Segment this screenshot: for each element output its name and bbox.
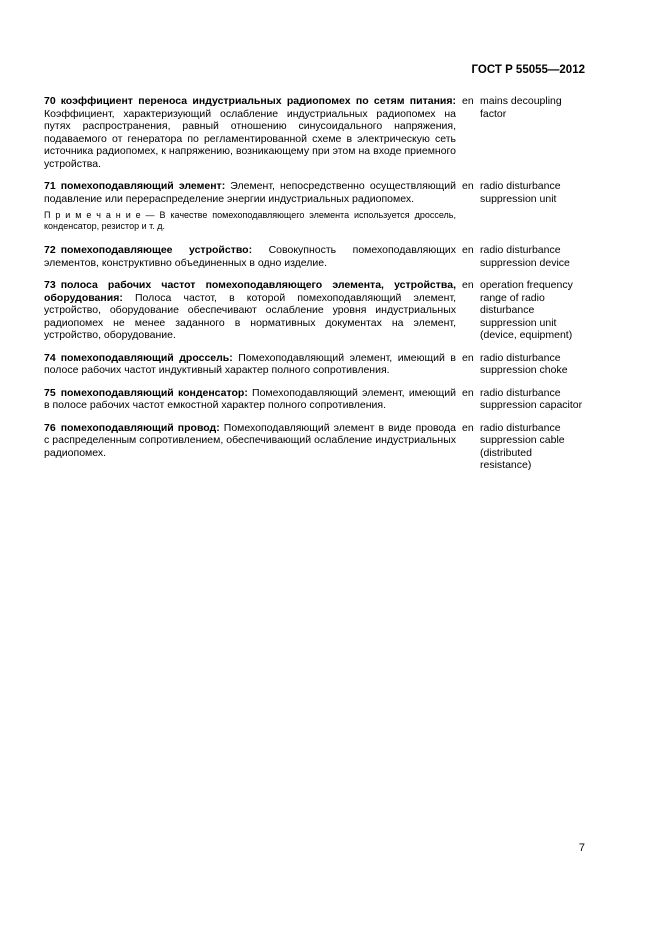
term-text-block (44, 95, 456, 170)
term-text-block (44, 422, 456, 460)
term-translation: radio disturbance suppression unit (480, 180, 561, 205)
language-tag: en (462, 351, 474, 364)
term-translation: operation frequency range of radio disturbance suppression unit (device, equipment) (480, 279, 573, 341)
language-tag: en (462, 244, 474, 256)
term-number: 72 (44, 244, 56, 256)
term-text-block (44, 244, 456, 269)
term-name: помехоподавляющий провод: (60, 421, 220, 434)
term-name: помехоподавляющий конденсатор: (60, 386, 248, 399)
term-text-block (44, 180, 456, 234)
terms-section (44, 95, 585, 482)
term-number: 71 (44, 180, 56, 192)
page-number: 7 (578, 842, 585, 854)
term-entry (44, 387, 585, 412)
term-name: помехоподавляющий дроссель: (60, 351, 233, 364)
term-name: коэффициент переноса индустриальных радиопомех по сетям питания: (60, 95, 456, 107)
term-name: помехоподавляющий элемент: (60, 180, 226, 192)
term-number: 73 (44, 279, 56, 291)
term-number: 70 (44, 95, 56, 107)
term-text-block (44, 387, 456, 412)
term-entry (44, 279, 585, 342)
term-number: 76 (44, 421, 56, 434)
term-definition: Совокупность помехоподавляющих элементов, конструктивно объединенных в одно изделие. (44, 244, 457, 269)
term-definition: Помехоподавляющий элемент, имеющий в полосе рабочих частот индуктивный характер полного сопротивления. (44, 351, 456, 376)
term-definition: Полоса частот, в которой помехоподавляющий элемент, устройство, оборудование обеспечивают ослабление уровня индустриальных радиопомех не менее заданного в нормативных документах на элемент, устройство, оборудование. (44, 291, 457, 341)
term-number: 75 (44, 386, 56, 399)
language-tag: en (462, 279, 474, 291)
term-definition: Помехоподавляющий элемент, имеющий в полосе рабочих частот емкостной характер полного сопротивления. (44, 386, 456, 411)
term-name: полоса рабочих частот помехоподавляющего элемента, устройства, оборудования: (44, 279, 456, 304)
language-tag: en (462, 95, 474, 107)
term-translation: mains decoupling factor (480, 95, 562, 120)
term-entry (44, 180, 585, 234)
term-translation: radio disturbance suppression choke (480, 351, 568, 376)
term-text-block (44, 279, 456, 342)
term-text-block (44, 352, 456, 377)
term-definition: Коэффициент, характеризующий ослабление индустриальных радиопомех на путях распространения, равный отношению синусоидального напряжения, подаваемого от генератора по регламентированной схеме в электрическую сеть источника радиопомех, к напряжению, возникающему при этом на входе приемного устройства. (44, 107, 456, 170)
term-entry (44, 95, 585, 170)
language-tag: en (462, 180, 474, 192)
term-definition: Помехоподавляющий элемент в виде провода с распределенным сопротивлением, обеспечивающий ослабление индустриальных радиопомех. (44, 421, 456, 459)
language-tag: en (462, 421, 474, 434)
term-entry (44, 352, 585, 377)
term-note: П р и м е ч а н и е — В качестве помехоподавляющего элемента используется дроссель, конденсатор, резистор и т. д. (44, 210, 456, 231)
term-entry (44, 244, 585, 269)
doc-number: ГОСТ Р 55055—2012 (471, 64, 585, 76)
term-translation: radio disturbance suppression device (480, 244, 570, 269)
term-entry (44, 422, 585, 472)
term-name: помехоподавляющее устройство: (60, 244, 253, 256)
term-definition: Элемент, непосредственно осуществляющий подавление или перераспределение энергии индустриальных радиопомех. (44, 180, 457, 205)
term-number: 74 (44, 351, 56, 364)
term-translation: radio disturbance suppression capacitor (480, 386, 583, 411)
language-tag: en (462, 386, 474, 399)
term-translation: radio disturbance suppression cable (distributed resistance) (480, 421, 565, 471)
